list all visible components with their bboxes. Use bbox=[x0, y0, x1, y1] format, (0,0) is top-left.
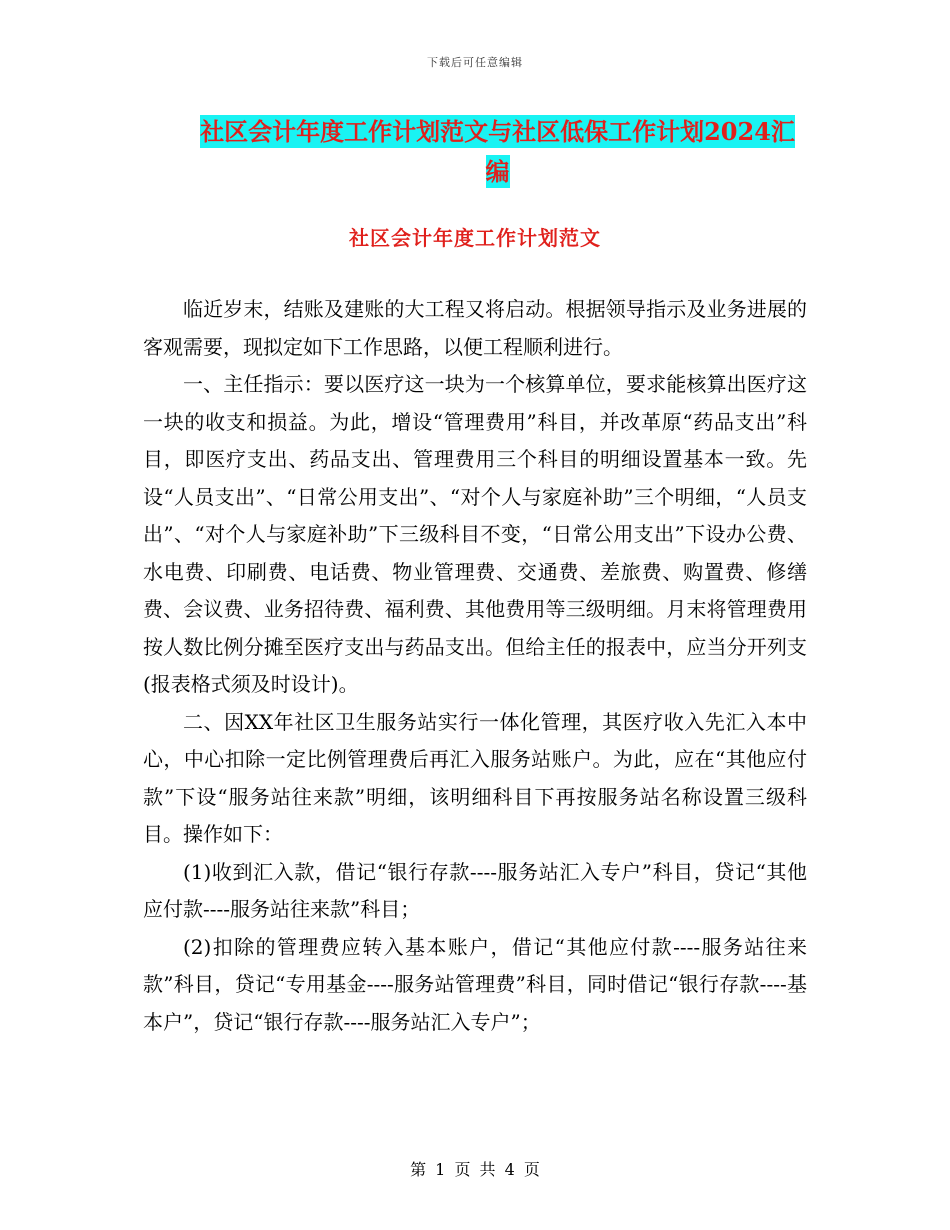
document-title-text: 社区会计年度工作计划范文与社区低保工作计划2024汇编 bbox=[200, 117, 795, 186]
paragraph: 临近岁末，结账及建账的大工程又将启动。根据领导指示及业务进展的客观需要，现拟定如下工作思路，以便工程顺利进行。 bbox=[143, 297, 807, 359]
paragraph: (1)收到汇入款，借记“银行存款----服务站汇入专户”科目，贷记“其他应付款----服务站往来款”科目； bbox=[143, 859, 807, 921]
document-title bbox=[190, 112, 805, 192]
section-title: 社区会计年度工作计划范文 bbox=[349, 226, 601, 250]
paragraph: (2)扣除的管理费应转入基本账户，借记“其他应付款----服务站往来款”科目，贷记“专用基金----服务站管理费”科目，同时借记“银行存款----基本户”，贷记“银行存款----服务站汇入专户”； bbox=[143, 934, 807, 1034]
page-footer: 第 1 页 共 4 页 bbox=[410, 1160, 540, 1179]
paragraph: 二、因XX年社区卫生服务站实行一体化管理，其医疗收入先汇入本中心，中心扣除一定比例管理费后再汇入服务站账户。为此，应在“其他应付款”下设“服务站往来款”明细，该明细科目下再按服务站名称设置三级科目。操作如下： bbox=[143, 709, 807, 846]
paragraph: 一、主任指示：要以医疗这一块为一个核算单位，要求能核算出医疗这一块的收支和损益。为此，增设“管理费用”科目，并改革原“药品支出”科目，即医疗支出、药品支出、管理费用三个科目的明细设置基本一致。先设“人员支出”、“日常公用支出”、“对个人与家庭补助”三个明细，“人员支出”、“对个人与家庭补助”下三级科目不变，“日常公用支出”下设办公费、水电费、印刷费、电话费、物业管理费、交通费、差旅费、购置费、修缮费、会议费、业务招待费、福利费、其他费用等三级明细。月末将管理费用按人数比例分摊至医疗支出与药品支出。但给主任的报表中，应当分开列支(报表格式须及时设计)。 bbox=[143, 372, 807, 696]
document-body bbox=[143, 291, 807, 1041]
header-note: 下载后可任意编辑 bbox=[427, 56, 523, 69]
